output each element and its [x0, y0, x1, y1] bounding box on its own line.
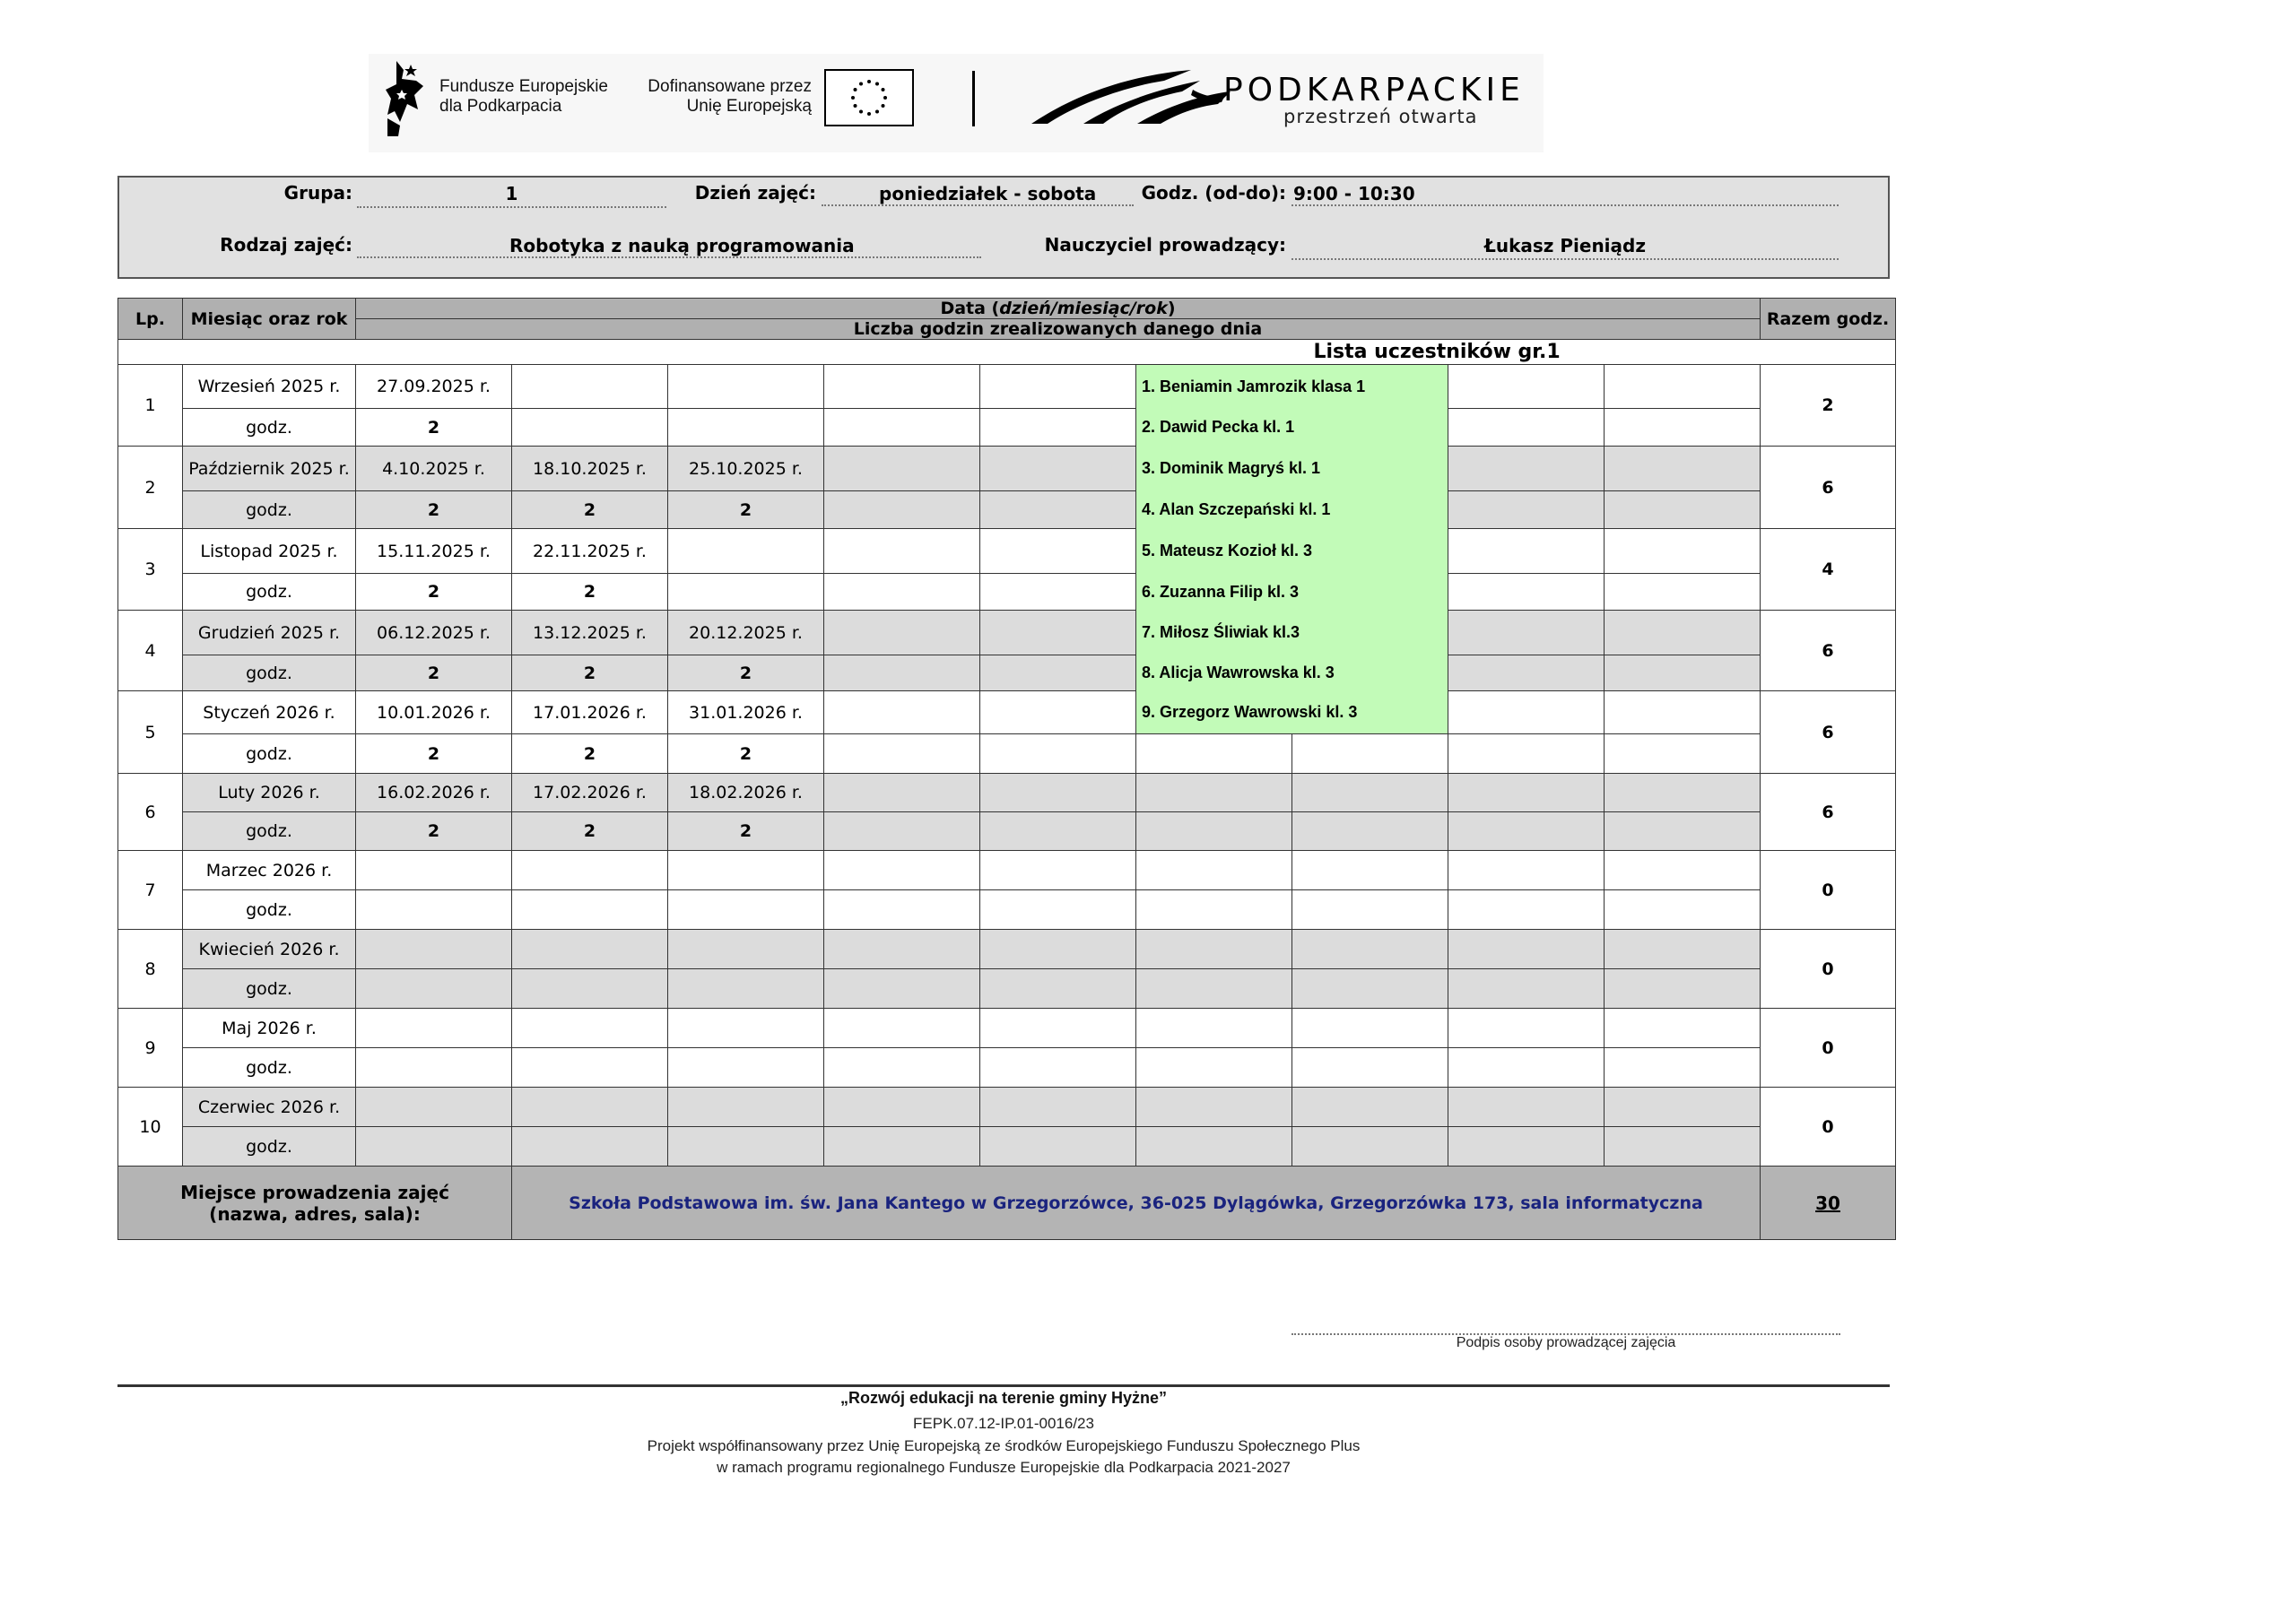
date-cell [1605, 611, 1761, 655]
date-cell [824, 691, 980, 734]
table-row [118, 365, 1896, 409]
participant-item: 1. Beniamin Jamrozik klasa 1 [1136, 365, 1448, 409]
eu-logo-line2: Unię Europejską [686, 97, 812, 116]
col-total-header: Razem godz. [1761, 299, 1896, 340]
date-cell [1448, 691, 1605, 734]
date-cell: 17.02.2026 r. [512, 774, 668, 812]
hours-row-label: godz. [183, 491, 356, 529]
table-row-hours [118, 491, 1896, 529]
hours-cell [1448, 812, 1605, 851]
date-cell: 27.09.2025 r. [356, 365, 512, 409]
hours-cell [356, 1127, 512, 1167]
hours-cell [1605, 574, 1761, 611]
date-cell [1292, 774, 1448, 812]
participant-item: 2. Dawid Pecka kl. 1 [1136, 409, 1448, 447]
date-cell [1448, 851, 1605, 890]
date-cell [1136, 774, 1292, 812]
fe-logo-line2: dla Podkarpacia [439, 97, 562, 116]
hours-cell: 2 [668, 655, 824, 691]
hours-cell [1605, 1048, 1761, 1088]
date-cell: 06.12.2025 r. [356, 611, 512, 655]
row-month: Luty 2026 r. [183, 774, 356, 812]
hours-cell [824, 734, 980, 774]
hours-cell: 2 [668, 812, 824, 851]
hours-row-label: godz. [183, 734, 356, 774]
hours-cell [824, 574, 980, 611]
date-cell [1292, 851, 1448, 890]
date-cell [1448, 529, 1605, 574]
row-total: 0 [1761, 1009, 1896, 1088]
hours-cell [1292, 812, 1448, 851]
row-total: 0 [1761, 1088, 1896, 1167]
date-cell [1605, 930, 1761, 969]
footer-line2: w ramach programu regionalnego Fundusze Europejskie dla Podkarpacia 2021-2027 [717, 1459, 1291, 1476]
date-cell [512, 851, 668, 890]
date-cell [1605, 1088, 1761, 1127]
date-cell [1605, 691, 1761, 734]
table-row-hours [118, 969, 1896, 1009]
hours-cell [1136, 812, 1292, 851]
row-month: Grudzień 2025 r. [183, 611, 356, 655]
project-code: FEPK.07.12-IP.01-0016/23 [913, 1415, 1094, 1432]
date-cell: 4.10.2025 r. [356, 447, 512, 491]
attendance-table [117, 298, 1896, 1240]
row-total: 6 [1761, 774, 1896, 851]
hours-cell [824, 969, 980, 1009]
footer-divider [117, 1384, 1890, 1387]
podkarpackie-title: PODKARPACKIE [1223, 72, 1525, 108]
hours-cell: 2 [512, 491, 668, 529]
hours-row-label: godz. [183, 574, 356, 611]
row-total: 4 [1761, 529, 1896, 611]
hours-cell [1136, 1127, 1292, 1167]
hours-row-label: godz. [183, 1048, 356, 1088]
date-cell [980, 774, 1136, 812]
eu-flag-icon [824, 69, 914, 126]
footer-line1: Projekt współfinansowany przez Unię Europejską ze środków Europejskiego Funduszu Społecznego Plus [647, 1437, 1361, 1454]
hours-row-label: godz. [183, 409, 356, 447]
date-cell [824, 930, 980, 969]
row-total: 0 [1761, 930, 1896, 1009]
hours-row-label: godz. [183, 812, 356, 851]
date-cell [1448, 447, 1605, 491]
row-lp: 6 [118, 774, 183, 851]
col-date-italic: dzień/miesiąc/rok [999, 299, 1168, 318]
hours-cell [824, 1127, 980, 1167]
row-month: Listopad 2025 r. [183, 529, 356, 574]
date-cell [1292, 1088, 1448, 1127]
hours-cell [512, 1127, 668, 1167]
hours-cell [1605, 734, 1761, 774]
date-cell [1605, 447, 1761, 491]
logo-divider [972, 71, 975, 126]
eu-logo-line1: Dofinansowane przez [648, 77, 812, 96]
row-month: Październik 2025 r. [183, 447, 356, 491]
hours-cell [1605, 491, 1761, 529]
date-cell: 25.10.2025 r. [668, 447, 824, 491]
hours-cell [1448, 969, 1605, 1009]
day-value: poniedziałek - sobota [822, 181, 1134, 206]
col-date-prefix: Data ( [940, 299, 1000, 318]
hours-cell [512, 1048, 668, 1088]
hours-cell [1448, 1048, 1605, 1088]
hours-cell [356, 969, 512, 1009]
podkarpackie-subtitle: przestrzeń otwarta [1283, 106, 1478, 127]
hours-cell [1136, 969, 1292, 1009]
table-row-hours [118, 890, 1896, 930]
date-cell [980, 529, 1136, 574]
date-cell [668, 1009, 824, 1048]
participant-item [1136, 734, 1292, 774]
date-cell [980, 447, 1136, 491]
date-cell: 18.10.2025 r. [512, 447, 668, 491]
date-cell [668, 930, 824, 969]
table-row [118, 691, 1896, 734]
hours-row-label: godz. [183, 655, 356, 691]
date-cell: 31.01.2026 r. [668, 691, 824, 734]
table-row-hours [118, 574, 1896, 611]
col-lp-header: Lp. [118, 299, 183, 340]
hours-cell: 2 [512, 655, 668, 691]
hours-cell [1136, 1048, 1292, 1088]
hours-cell [1448, 655, 1605, 691]
hours-cell [356, 890, 512, 930]
row-total: 0 [1761, 851, 1896, 930]
hours-cell [824, 491, 980, 529]
hours-cell [1605, 409, 1761, 447]
date-cell [1448, 365, 1605, 409]
hours-cell [980, 734, 1136, 774]
date-cell [980, 611, 1136, 655]
participant-item: 3. Dominik Magryś kl. 1 [1136, 447, 1448, 491]
table-row-hours [118, 1127, 1896, 1167]
hours-cell: 2 [356, 574, 512, 611]
hours-cell: 2 [668, 491, 824, 529]
fe-logo-icon [384, 59, 429, 136]
row-total: 6 [1761, 447, 1896, 529]
hours-cell: 2 [356, 491, 512, 529]
table-row [118, 851, 1896, 890]
hours-cell [980, 491, 1136, 529]
group-value: 1 [357, 181, 666, 208]
day-label: Dzień zajęć: [694, 182, 816, 204]
hours-cell [1448, 409, 1605, 447]
hours-cell [824, 409, 980, 447]
col-hours-subheader: Liczba godzin zrealizowanych danego dnia [356, 319, 1761, 340]
row-month: Czerwiec 2026 r. [183, 1088, 356, 1127]
hours-cell [824, 655, 980, 691]
date-cell [980, 691, 1136, 734]
table-row [118, 1009, 1896, 1048]
date-cell [824, 529, 980, 574]
hours-cell [1448, 1127, 1605, 1167]
hours-cell [1448, 890, 1605, 930]
hours-cell: 2 [356, 409, 512, 447]
table-row [118, 930, 1896, 969]
row-lp: 10 [118, 1088, 183, 1167]
date-cell [824, 611, 980, 655]
hours-cell: 2 [512, 812, 668, 851]
hours-cell [1605, 655, 1761, 691]
hours-cell [1605, 969, 1761, 1009]
row-lp: 3 [118, 529, 183, 611]
date-cell [1605, 1009, 1761, 1048]
participant-item: 7. Miłosz Śliwiak kl.3 [1136, 611, 1448, 655]
signature-label: Podpis osoby prowadzącej zajęcia [1456, 1335, 1676, 1350]
date-cell [824, 851, 980, 890]
row-lp: 9 [118, 1009, 183, 1088]
table-row [118, 774, 1896, 812]
date-cell [824, 365, 980, 409]
row-lp: 5 [118, 691, 183, 774]
hours-cell [668, 1127, 824, 1167]
hours-cell: 2 [356, 734, 512, 774]
table-row [118, 447, 1896, 491]
hours-cell [668, 969, 824, 1009]
hours-cell [512, 409, 668, 447]
table-row-hours [118, 734, 1896, 774]
date-cell [1136, 930, 1292, 969]
date-cell [1605, 365, 1761, 409]
hours-cell [668, 409, 824, 447]
hours-cell [1605, 1127, 1761, 1167]
date-cell [1448, 774, 1605, 812]
table-row-hours [118, 812, 1896, 851]
hours-cell [668, 574, 824, 611]
date-cell: 10.01.2026 r. [356, 691, 512, 734]
row-month: Styczeń 2026 r. [183, 691, 356, 734]
row-total: 6 [1761, 611, 1896, 691]
hours-cell [980, 812, 1136, 851]
participant-item: 6. Zuzanna Filip kl. 3 [1136, 574, 1448, 611]
table-row-hours [118, 409, 1896, 447]
date-cell [1605, 529, 1761, 574]
date-cell [512, 930, 668, 969]
hours-row-label: godz. [183, 890, 356, 930]
row-lp: 8 [118, 930, 183, 1009]
hours-cell [980, 1048, 1136, 1088]
row-total: 2 [1761, 365, 1896, 447]
hours-cell [1448, 491, 1605, 529]
date-cell [1292, 930, 1448, 969]
hours-cell [1292, 969, 1448, 1009]
date-cell [356, 851, 512, 890]
project-title: „Rozwój edukacji na terenie gminy Hyżne” [839, 1389, 1168, 1407]
hours-cell [980, 890, 1136, 930]
place-label: Miejsce prowadzenia zajęć (nazwa, adres, sala): [118, 1167, 512, 1240]
hours-cell [1448, 734, 1605, 774]
date-cell [1448, 1009, 1605, 1048]
participant-item: 4. Alan Szczepański kl. 1 [1136, 491, 1448, 529]
date-cell [512, 1088, 668, 1127]
date-cell [980, 930, 1136, 969]
table-row-hours [118, 1048, 1896, 1088]
hours-cell [1292, 890, 1448, 930]
date-cell: 20.12.2025 r. [668, 611, 824, 655]
date-cell [512, 365, 668, 409]
date-cell [668, 529, 824, 574]
date-cell [824, 1009, 980, 1048]
date-cell [1448, 1088, 1605, 1127]
row-month: Kwiecień 2026 r. [183, 930, 356, 969]
date-cell: 18.02.2026 r. [668, 774, 824, 812]
hours-row-label: godz. [183, 1127, 356, 1167]
date-cell [512, 1009, 668, 1048]
participant-item: 9. Grzegorz Wawrowski kl. 3 [1136, 691, 1448, 734]
date-cell [1136, 1088, 1292, 1127]
hours-cell [980, 409, 1136, 447]
hours-cell [668, 890, 824, 930]
date-cell [668, 851, 824, 890]
date-cell [980, 851, 1136, 890]
row-total: 6 [1761, 691, 1896, 774]
hours-label: Godz. (od-do): [1141, 182, 1286, 204]
type-value: Robotyka z nauką programowania [357, 233, 981, 258]
row-month: Wrzesień 2025 r. [183, 365, 356, 409]
date-cell [980, 1009, 1136, 1048]
col-date-header [356, 299, 1761, 319]
date-cell: 15.11.2025 r. [356, 529, 512, 574]
date-cell [356, 1088, 512, 1127]
place-row [118, 1167, 1896, 1240]
hours-cell [1136, 890, 1292, 930]
hours-cell: 2 [512, 734, 668, 774]
date-cell [1605, 851, 1761, 890]
fe-logo-line1: Fundusze Europejskie [439, 77, 608, 96]
teacher-label: Nauczyciel prowadzący: [1044, 234, 1286, 256]
date-cell: 16.02.2026 r. [356, 774, 512, 812]
col-date-suffix: ) [1167, 299, 1176, 318]
hours-cell: 2 [512, 574, 668, 611]
date-cell [980, 1088, 1136, 1127]
date-cell [356, 930, 512, 969]
hours-cell: 2 [356, 812, 512, 851]
hours-cell [668, 1048, 824, 1088]
row-month: Maj 2026 r. [183, 1009, 356, 1048]
hours-cell [1605, 812, 1761, 851]
participants-title: Lista uczestników gr.1 [356, 340, 1896, 365]
hours-cell [1292, 734, 1448, 774]
hours-cell: 2 [356, 655, 512, 691]
date-cell [356, 1009, 512, 1048]
date-cell [1448, 611, 1605, 655]
date-cell [668, 1088, 824, 1127]
hours-cell: 2 [668, 734, 824, 774]
date-cell [1136, 851, 1292, 890]
date-cell [668, 365, 824, 409]
hours-cell [1292, 1127, 1448, 1167]
date-cell: 17.01.2026 r. [512, 691, 668, 734]
row-lp: 4 [118, 611, 183, 691]
date-cell [824, 774, 980, 812]
teacher-value: Łukasz Pieniądz [1292, 233, 1839, 260]
table-row [118, 1088, 1896, 1127]
date-cell [1136, 1009, 1292, 1048]
hours-cell [1448, 574, 1605, 611]
hours-row-label: godz. [183, 969, 356, 1009]
hours-cell [356, 1048, 512, 1088]
hours-cell [512, 890, 668, 930]
date-cell [1292, 1009, 1448, 1048]
date-cell [980, 365, 1136, 409]
table-row [118, 529, 1896, 574]
date-cell [1605, 774, 1761, 812]
hours-cell [980, 574, 1136, 611]
grand-total: 30 [1761, 1167, 1896, 1240]
podkarpackie-logo-icon [1030, 68, 1231, 126]
row-lp: 1 [118, 365, 183, 447]
date-cell [824, 1088, 980, 1127]
table-row [118, 611, 1896, 655]
hours-cell [1605, 890, 1761, 930]
row-lp: 7 [118, 851, 183, 930]
place-value: Szkoła Podstawowa im. św. Jana Kantego w Grzegorzówce, 36-025 Dylągówka, Grzegorzówka 173, sala informatyczna [512, 1167, 1761, 1240]
group-label: Grupa: [283, 182, 352, 204]
hours-cell [980, 969, 1136, 1009]
hours-cell [1292, 1048, 1448, 1088]
date-cell: 22.11.2025 r. [512, 529, 668, 574]
hours-value: 9:00 - 10:30 [1292, 181, 1839, 206]
date-cell [824, 447, 980, 491]
hours-cell [824, 812, 980, 851]
table-row-hours [118, 655, 1896, 691]
hours-cell [980, 655, 1136, 691]
hours-cell [980, 1127, 1136, 1167]
date-cell: 13.12.2025 r. [512, 611, 668, 655]
col-month-header: Miesiąc oraz rok [183, 299, 356, 340]
date-cell [1448, 930, 1605, 969]
hours-cell [824, 890, 980, 930]
hours-cell [824, 1048, 980, 1088]
row-lp: 2 [118, 447, 183, 529]
participant-item: 8. Alicja Wawrowska kl. 3 [1136, 655, 1448, 691]
row-month: Marzec 2026 r. [183, 851, 356, 890]
type-label: Rodzaj zajęć: [220, 234, 352, 256]
hours-cell [512, 969, 668, 1009]
participant-item: 5. Mateusz Kozioł kl. 3 [1136, 529, 1448, 574]
